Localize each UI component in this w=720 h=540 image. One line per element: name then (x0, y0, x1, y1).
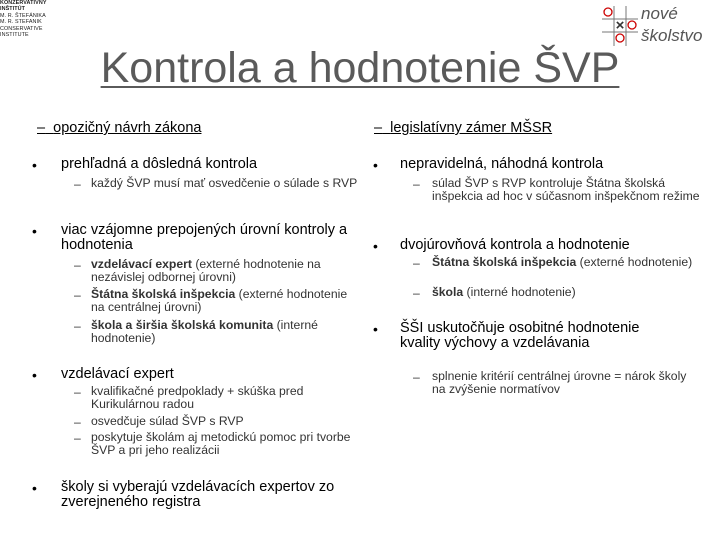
konzervativny-institut-logo (0, 0, 75, 38)
logo-left-line: INŠTITÚT (0, 6, 26, 13)
sub-dash: – (413, 370, 420, 384)
header-dash: – (374, 120, 383, 136)
bullet-dot: • (32, 157, 37, 173)
bullet-dot: • (373, 238, 378, 254)
logo-left-line: M. R. STEFANIK (0, 19, 42, 26)
logo-cross-mark: × (615, 17, 625, 34)
left-bullet-2-sub-1 (91, 258, 359, 284)
left-bullet-2-sub-2 (91, 288, 359, 314)
sub-bold: škola (432, 285, 464, 299)
bullet-dot: • (373, 157, 378, 173)
right-bullet-3: ŠŠI uskutočňuje osobitné hodnotenie kvality výchovy a vzdelávania (400, 320, 640, 351)
logo-left-line: CONSERVATIVE (0, 25, 43, 32)
sub-plain: (externé hodnotenie na nezávislej odbornej úrovni) (91, 257, 321, 284)
sub-plain: (interné hodnotenie) (463, 285, 576, 299)
sub-plain: (interné hodnotenie) (91, 318, 318, 345)
right-bullet-1-sub-1: súlad ŠVP s RVP kontroluje Štátna školská inšpekcia ad hoc v súčasnom inšpekčnom režime (432, 176, 700, 203)
left-bullet-3: vzdelávací expert (61, 366, 174, 382)
sub-dash: – (74, 319, 81, 333)
left-bullet-1: prehľadná a dôsledná kontrola (61, 156, 258, 172)
left-bullet-3-sub-1: kvalifikačné predpoklady + skúška pred Kurikulárnou radou (91, 384, 304, 411)
header-text: legislatívny zámer MŠSR (390, 120, 553, 136)
sub-dash: – (74, 177, 81, 191)
logo-left-line: M. R. ŠTEFÁNIKA (0, 12, 46, 19)
logo-text-nove: nové (641, 4, 678, 23)
left-bullet-4: školy si vyberajú vzdelávacích expertov zo zverejneného registra (61, 479, 335, 510)
left-column-header (37, 120, 201, 136)
sub-dash: – (74, 415, 81, 429)
left-bullet-2: viac vzájomne prepojených úrovní kontroly a hodnotenia (61, 222, 348, 253)
logo-left-line: KONZERVATÍVNY (0, 0, 47, 6)
left-bullet-2-sub-3 (91, 319, 359, 345)
logo-left-line: INSTITUTE (0, 32, 29, 39)
header-text: opozičný návrh zákona (53, 120, 202, 136)
logo-text-skolstvo: školstvo (641, 26, 703, 45)
bullet-dot: • (373, 321, 378, 337)
header-dash: – (37, 120, 46, 136)
sub-dash: – (413, 286, 420, 300)
right-bullet-3-sub-1: splnenie kritérií centrálnej úrovne = nárok školy na zvýšenie normatívov (432, 369, 687, 396)
left-bullet-1-sub-1: každý ŠVP musí mať osvedčenie o súlade s RVP (91, 176, 358, 190)
right-bullet-1: nepravidelná, náhodná kontrola (400, 156, 604, 172)
sub-dash: – (74, 385, 81, 399)
nove-skolstvo-logo (600, 4, 712, 48)
page-title: Kontrola a hodnotenie ŠVP (100, 44, 620, 92)
left-bullet-3-sub-3: poskytuje školám aj metodickú pomoc pri tvorbe ŠVP a pri jeho realizácii (91, 430, 351, 457)
sub-bold: Štátna školská inšpekcia (91, 287, 236, 301)
sub-bold: Štátna školská inšpekcia (432, 255, 577, 269)
sub-dash: – (74, 288, 81, 302)
right-bullet-2-sub-1 (432, 256, 704, 269)
sub-plain: (externé hodnotenie) (576, 255, 693, 269)
right-bullet-2-sub-2 (432, 286, 704, 299)
sub-bold: vzdelávací expert (91, 257, 192, 271)
sub-dash: – (74, 431, 81, 445)
left-bullet-3-sub-2: osvedčuje súlad ŠVP s RVP (91, 414, 244, 428)
sub-dash: – (74, 258, 81, 272)
sub-dash: – (413, 177, 420, 191)
sub-bold: škola a širšia školská komunita (91, 318, 274, 332)
right-column-header (374, 120, 552, 136)
bullet-dot: • (32, 367, 37, 383)
bullet-dot: • (32, 223, 37, 239)
sub-plain: (externé hodnotenie na centrálnej úrovni) (91, 287, 348, 314)
bullet-dot: • (32, 480, 37, 496)
right-bullet-2: dvojúrovňová kontrola a hodnotenie (400, 237, 630, 253)
sub-dash: – (413, 256, 420, 270)
